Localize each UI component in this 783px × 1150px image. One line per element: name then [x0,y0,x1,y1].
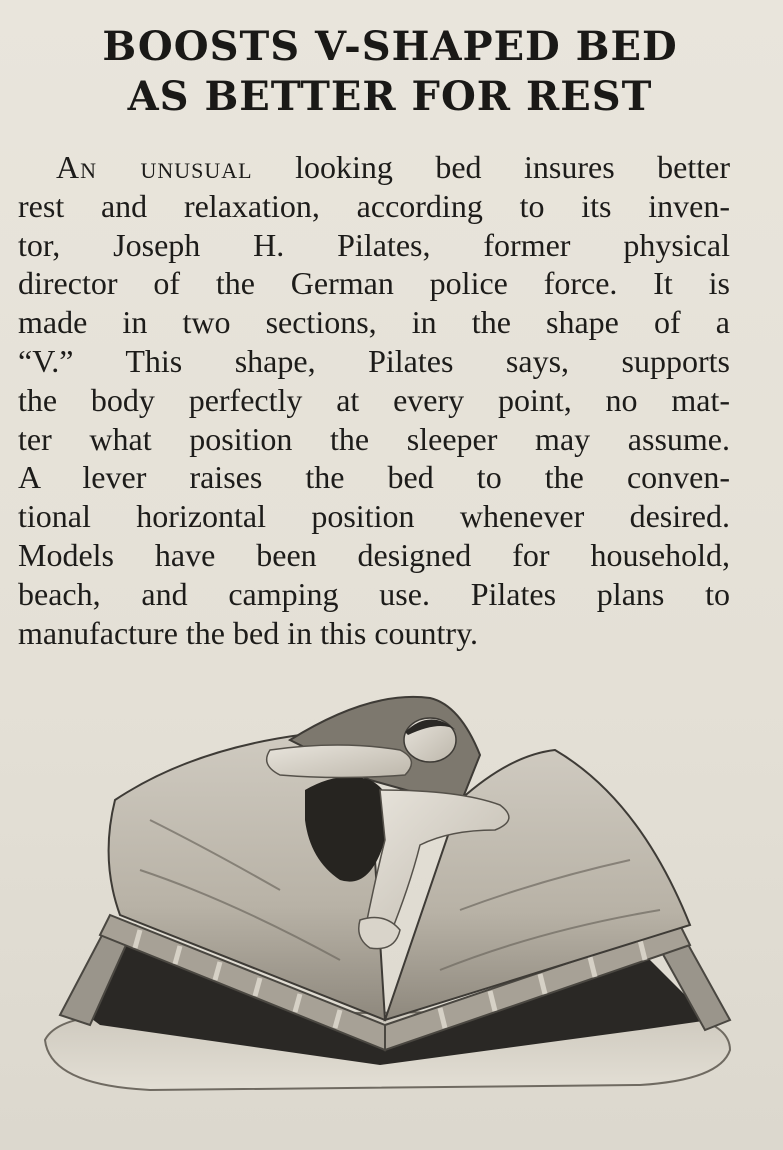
headline-line-1: BOOSTS V-SHAPED BED [102,23,678,70]
article-line: director of the German police force. It is [18,265,730,302]
bed-photo [40,680,740,1120]
article-line: Models have been designed for household, [18,536,730,573]
article-line: A lever raises the bed to the conven- [18,459,730,496]
article-body [18,148,730,652]
v-shaped-bed-illustration [40,680,740,1120]
article-line: tor, Joseph H. Pilates, former physical [18,226,730,263]
article-line: the body perfectly at every point, no mat- [18,381,730,418]
headline-line-2: AS BETTER FOR REST [127,73,653,120]
headline [14,22,766,122]
article-line: made in two sections, in the shape of a [18,304,730,341]
article-line: tional horizontal position whenever desired. [18,498,730,535]
article-line: manufacture the bed in this country. [18,614,478,651]
article-line: “V.” This shape, Pilates says, supports [18,342,730,379]
article-line: An unusual looking bed insures better [56,149,731,185]
lead-small-caps: An unusual [56,149,253,185]
article-line: beach, and camping use. Pilates plans to [18,575,730,612]
article-line: rest and relaxation, according to its inven- [18,187,730,224]
article-line: ter what position the sleeper may assume. [18,420,730,457]
